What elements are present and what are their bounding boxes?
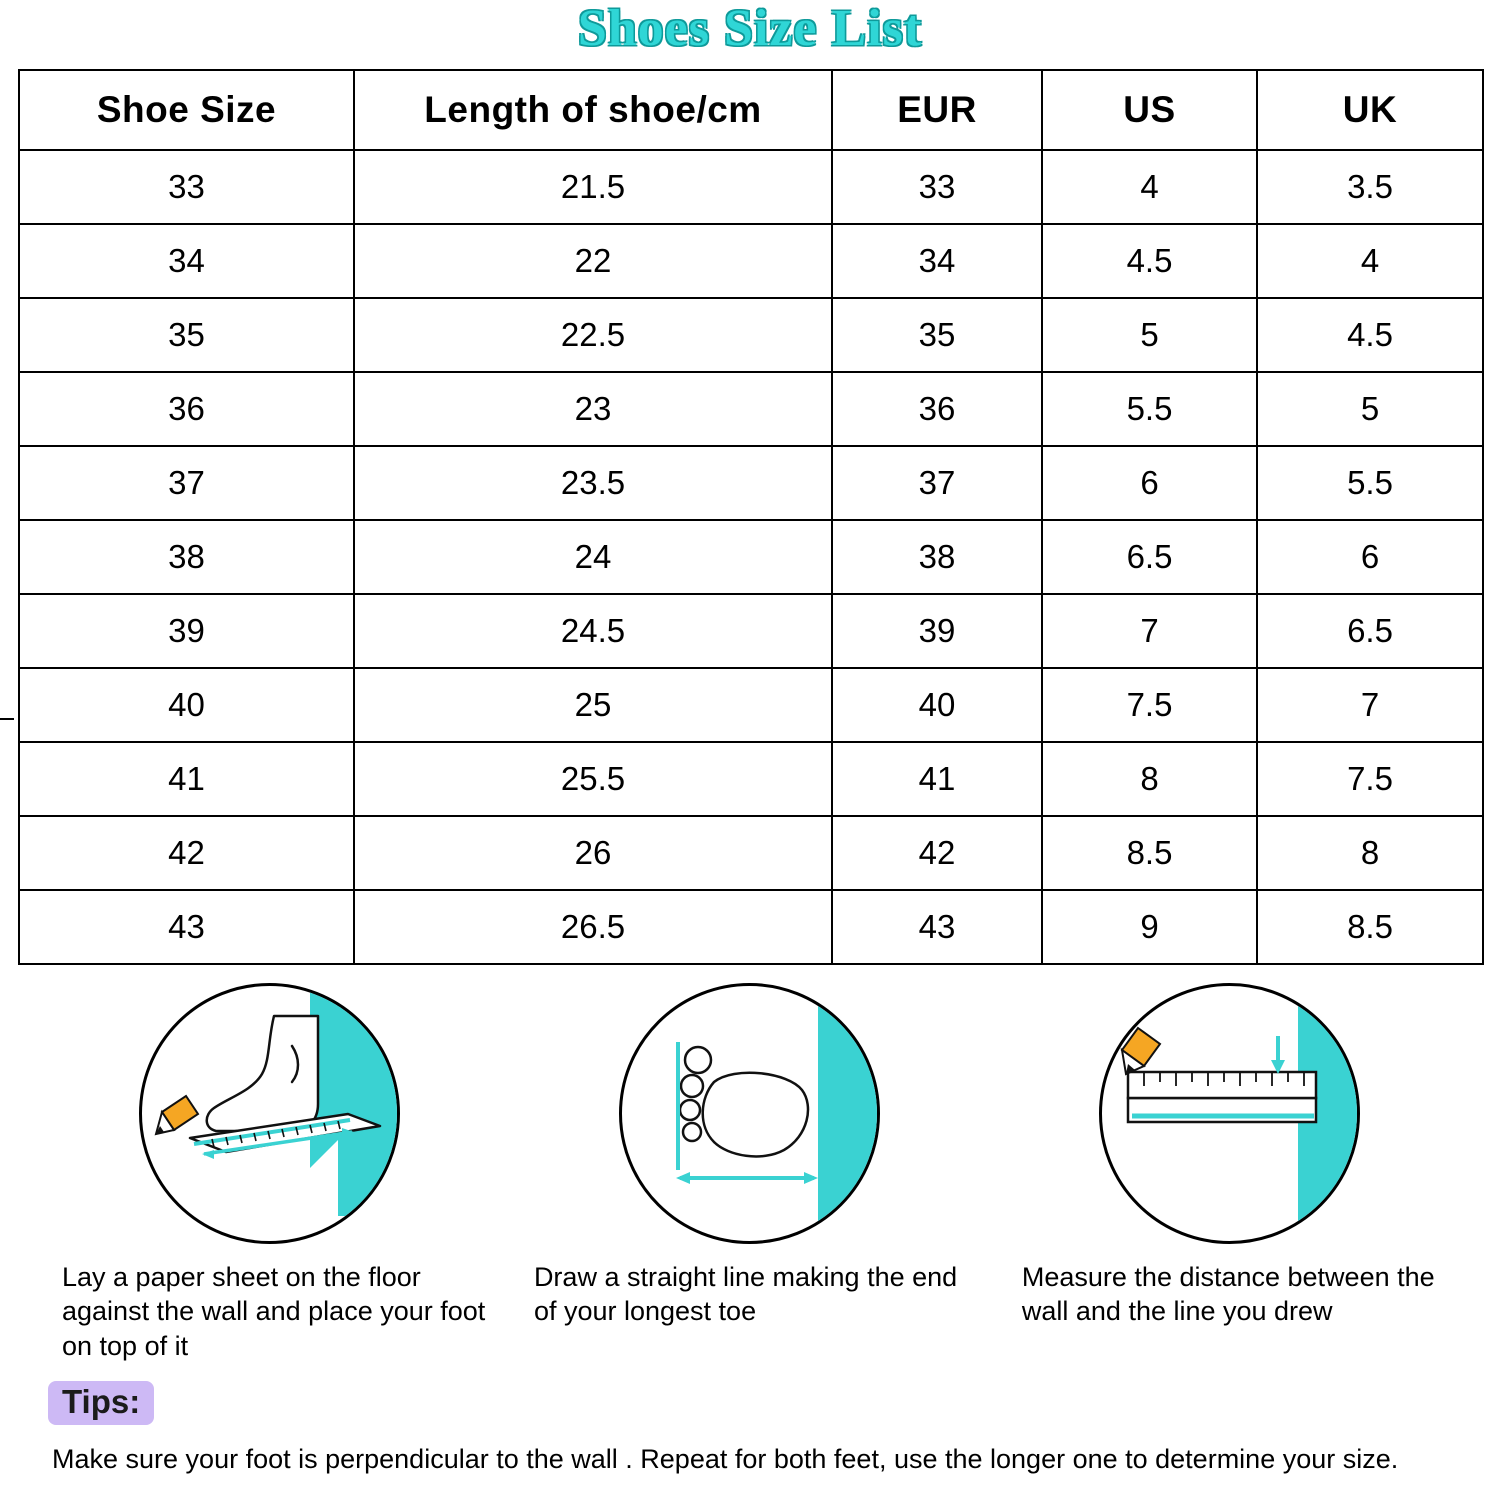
cell-shoe-size: 43 — [19, 890, 354, 964]
cell-shoe-size: 41 — [19, 742, 354, 816]
cell-eur: 37 — [832, 446, 1042, 520]
cell-us: 9 — [1042, 890, 1257, 964]
cell-us: 5 — [1042, 298, 1257, 372]
cell-shoe-size: 39 — [19, 594, 354, 668]
table-row — [19, 668, 1483, 742]
cell-eur: 40 — [832, 668, 1042, 742]
step-1-figure — [44, 983, 496, 1244]
cell-eur: 39 — [832, 594, 1042, 668]
step-2-caption: Draw a straight line making the end of your longest toe — [533, 1261, 958, 1327]
size-table — [18, 69, 1484, 965]
step-3-figure — [1004, 983, 1456, 1244]
ruler-measure-icon — [1099, 983, 1360, 1244]
step-2-figure — [524, 983, 976, 1244]
cell-shoe-size: 37 — [19, 446, 354, 520]
cell-eur: 35 — [832, 298, 1042, 372]
table-row — [19, 520, 1483, 594]
cell-shoe-size: 36 — [19, 372, 354, 446]
cell-eur: 41 — [832, 742, 1042, 816]
cell-length-cm: 25.5 — [354, 742, 832, 816]
cell-shoe-size: 35 — [19, 298, 354, 372]
cell-eur: 38 — [832, 520, 1042, 594]
cell-length-cm: 26 — [354, 816, 832, 890]
column-header-eur: EUR — [832, 70, 1042, 150]
cell-us: 5.5 — [1042, 372, 1257, 446]
cell-us: 7.5 — [1042, 668, 1257, 742]
step-1 — [30, 983, 510, 1364]
cell-uk: 5 — [1257, 372, 1483, 446]
cell-length-cm: 24 — [354, 520, 832, 594]
cell-uk: 8.5 — [1257, 890, 1483, 964]
cell-uk: 4.5 — [1257, 298, 1483, 372]
column-header-us: US — [1042, 70, 1257, 150]
cell-uk: 6 — [1257, 520, 1483, 594]
cell-us: 8 — [1042, 742, 1257, 816]
cell-length-cm: 23.5 — [354, 446, 832, 520]
page-title: Shoes Size List — [577, 0, 923, 57]
cell-us: 7 — [1042, 594, 1257, 668]
size-table-container — [18, 69, 1482, 965]
table-row — [19, 150, 1483, 224]
cell-us: 8.5 — [1042, 816, 1257, 890]
cell-eur: 33 — [832, 150, 1042, 224]
measure-steps — [0, 983, 1500, 1364]
step-2 — [510, 983, 990, 1364]
table-row — [19, 446, 1483, 520]
step-3 — [990, 983, 1470, 1364]
cell-length-cm: 24.5 — [354, 594, 832, 668]
table-row — [19, 298, 1483, 372]
column-header-uk: UK — [1257, 70, 1483, 150]
step-1-caption: Lay a paper sheet on the floor against the wall and place your foot on top of it — [62, 1261, 486, 1361]
table-row — [19, 816, 1483, 890]
cell-eur: 36 — [832, 372, 1042, 446]
cell-uk: 4 — [1257, 224, 1483, 298]
table-row — [19, 742, 1483, 816]
tips-text: Make sure your foot is perpendicular to the wall . Repeat for both feet, use the longer one to determine your size. — [52, 1443, 1399, 1474]
cell-us: 4.5 — [1042, 224, 1257, 298]
cell-us: 6.5 — [1042, 520, 1257, 594]
cell-shoe-size: 42 — [19, 816, 354, 890]
tips-badge: Tips: — [48, 1381, 154, 1425]
footprint-measure-icon — [619, 983, 880, 1244]
table-row — [19, 594, 1483, 668]
page-edge-mark — [0, 718, 14, 720]
foot-on-paper-icon — [139, 983, 400, 1244]
table-header-row — [19, 70, 1483, 150]
table-row — [19, 890, 1483, 964]
cell-uk: 7 — [1257, 668, 1483, 742]
cell-eur: 43 — [832, 890, 1042, 964]
cell-length-cm: 22.5 — [354, 298, 832, 372]
cell-length-cm: 26.5 — [354, 890, 832, 964]
tips-section — [48, 1381, 1470, 1475]
cell-length-cm: 25 — [354, 668, 832, 742]
cell-eur: 34 — [832, 224, 1042, 298]
cell-shoe-size: 33 — [19, 150, 354, 224]
table-row — [19, 224, 1483, 298]
cell-uk: 3.5 — [1257, 150, 1483, 224]
cell-us: 6 — [1042, 446, 1257, 520]
cell-length-cm: 23 — [354, 372, 832, 446]
cell-length-cm: 22 — [354, 224, 832, 298]
table-row — [19, 372, 1483, 446]
cell-eur: 42 — [832, 816, 1042, 890]
cell-us: 4 — [1042, 150, 1257, 224]
cell-uk: 8 — [1257, 816, 1483, 890]
step-3-caption: Measure the distance between the wall and the line you drew — [1021, 1261, 1435, 1327]
cell-uk: 7.5 — [1257, 742, 1483, 816]
cell-uk: 6.5 — [1257, 594, 1483, 668]
cell-length-cm: 21.5 — [354, 150, 832, 224]
cell-shoe-size: 34 — [19, 224, 354, 298]
cell-uk: 5.5 — [1257, 446, 1483, 520]
cell-shoe-size: 38 — [19, 520, 354, 594]
cell-shoe-size: 40 — [19, 668, 354, 742]
column-header-shoe-size: Shoe Size — [19, 70, 354, 150]
column-header-length-cm: Length of shoe/cm — [354, 70, 832, 150]
